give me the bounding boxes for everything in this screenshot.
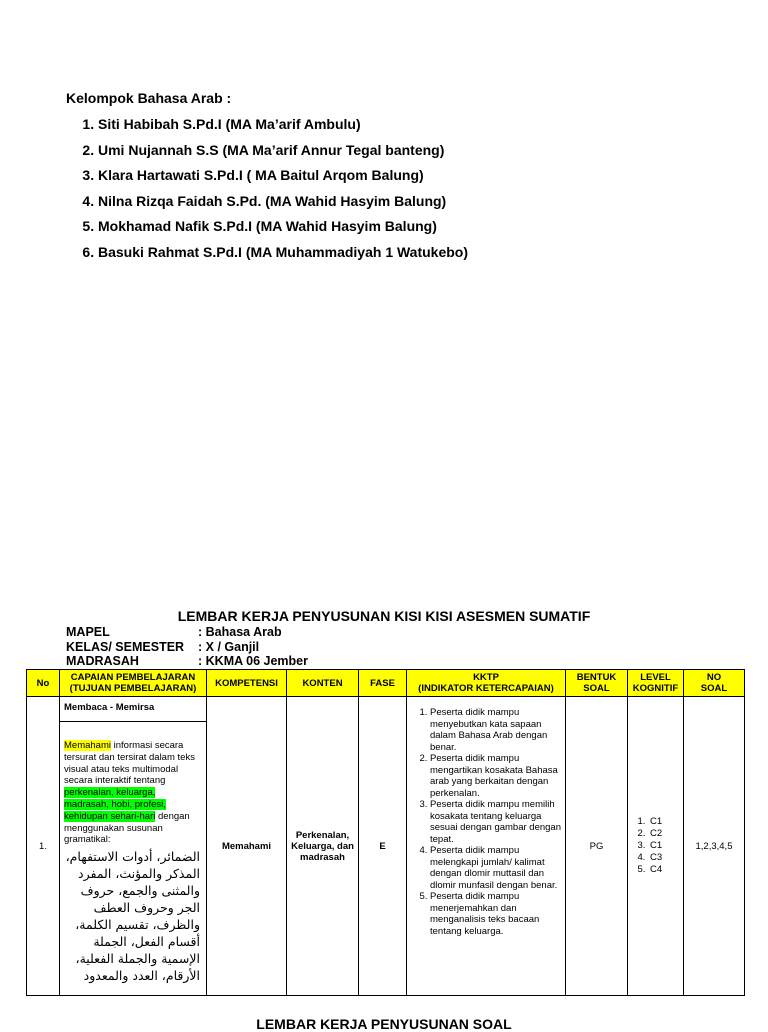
kktp-item: 5. Peserta didik mampu menerjemahkan dan menganalisis teks bacaan tentang keluarga. xyxy=(430,891,562,937)
meta-label: MAPEL xyxy=(66,625,110,639)
member-item: 1. Siti Habibah S.Pd.I (MA Ma’arif Ambulu) xyxy=(98,112,468,138)
header-kompetensi: KOMPETENSI xyxy=(207,670,287,697)
kktp-item: 2. Peserta didik mampu mengartikan kosakata Bahasa arab yang berkaitan dengan perkenalan. xyxy=(430,753,562,799)
highlight-memahami: Memahami xyxy=(64,740,111,751)
worksheet-meta xyxy=(66,625,308,669)
worksheet-title: LEMBAR KERJA PENYUSUNAN KISI KISI ASESMEN SUMATIF xyxy=(177,608,591,624)
level-item: 3. C1 xyxy=(648,840,680,852)
cell-bentuk-soal: PG xyxy=(566,697,628,996)
header-konten: KONTEN xyxy=(287,670,359,697)
member-list xyxy=(66,112,468,265)
meta-row-madrasah xyxy=(66,654,308,669)
level-item: 1. C1 xyxy=(648,816,680,828)
header-kktp: KKTP (INDIKATOR KETERCAPAIAN) xyxy=(407,670,566,697)
next-section-title: LEMBAR KERJA PENYUSUNAN SOAL xyxy=(256,1016,512,1032)
arabic-grammar-list: الضمائر، أدوات الاستفهام، المذكر والمؤنث، المفرد والمثنى والجمع، حروف الجر وحروف العطف والظرف، تقسيم الكلمة، أقسام الفعل، الجملة الإسمية والجملة الفعلية، الأرقام، العدد والمعدود xyxy=(65,849,200,984)
header-no: No xyxy=(27,670,60,697)
member-item: 5. Mokhamad Nafik S.Pd.I (MA Wahid Hasyim Balung) xyxy=(98,214,468,240)
header-bentuk-soal: BENTUK SOAL xyxy=(566,670,628,697)
cell-no: 1. xyxy=(27,697,60,996)
header-no-soal: NO SOAL xyxy=(684,670,745,697)
highlight-topics: perkenalan, keluarga, madrasah, hobi, profesi, kehidupan sehari-hari xyxy=(64,787,166,822)
meta-value: : Bahasa Arab xyxy=(198,625,282,639)
member-item: 6. Basuki Rahmat S.Pd.I (MA Muhammadiyah 1 Watukebo) xyxy=(98,240,468,266)
cp-subheader: Membaca - Memirsa xyxy=(60,697,206,722)
kktp-item: 3. Peserta didik mampu memilih kosakata tentang keluarga sesuai dengan gambar dengan tepat. xyxy=(430,799,562,845)
level-item: 4. C3 xyxy=(648,852,680,864)
cell-fase: E xyxy=(359,697,407,996)
table-row xyxy=(27,697,745,996)
meta-row-mapel xyxy=(66,625,308,640)
member-item: 4. Nilna Rizqa Faidah S.Pd. (MA Wahid Hasyim Balung) xyxy=(98,189,468,215)
meta-row-kelas xyxy=(66,640,308,655)
cell-level-kognitif xyxy=(628,697,684,996)
kktp-item: 4. Peserta didik mampu melengkapi jumlah/ kalimat dengan dlomir muttasil dan dlomir munfasil dengan benar. xyxy=(430,845,562,891)
meta-label: KELAS/ SEMESTER xyxy=(66,639,185,654)
cell-kompetensi: Memahami xyxy=(207,697,287,996)
table-header-row xyxy=(27,670,745,697)
level-item: 2. C2 xyxy=(648,828,680,840)
member-item: 3. Klara Hartawati S.Pd.I ( MA Baitul Arqom Balung) xyxy=(98,163,468,189)
level-list xyxy=(631,816,680,876)
cell-no-soal: 1,2,3,4,5 xyxy=(684,697,745,996)
level-item: 5. C4 xyxy=(648,864,680,876)
header-fase: FASE xyxy=(359,670,407,697)
cell-kktp xyxy=(407,697,566,996)
header-capaian: CAPAIAN PEMBELAJARAN (TUJUAN PEMBELAJARAN) xyxy=(60,670,207,697)
cell-konten: Perkenalan, Keluarga, dan madrasah xyxy=(287,697,359,996)
meta-value: : KKMA 06 Jember xyxy=(198,654,308,668)
meta-label: MADRASAH xyxy=(66,654,139,668)
member-item: 2. Umi Nujannah S.S (MA Ma’arif Annur Tegal banteng) xyxy=(98,138,468,164)
kktp-item: 1. Peserta didik mampu menyebutkan kata sapaan dalam Bahasa Arab dengan benar. xyxy=(430,707,562,753)
kisi-kisi-table xyxy=(26,669,745,996)
group-section xyxy=(66,90,468,265)
kktp-list xyxy=(410,707,562,937)
cp-body: Memahami informasi secara tersurat dan tersirat dalam teks visual atau teks multimodal secara interaktif tentang perkenalan, keluarga, madrasah, hobi, profesi, kehidupan sehari-hari dengan menggunakan susunan gramatikal: الضمائر، أدوات الاستفهام، المذكر والمؤنث، المفرد والمثنى والجمع، حروف الجر وحروف العطف والظرف، تقسيم الكلمة، أقسام الفعل، الجملة الإسمية والجملة الفعلية، الأرقام، العدد والمعدود xyxy=(64,740,200,984)
meta-value: : X / Ganjil xyxy=(198,639,260,654)
cell-capaian xyxy=(60,697,207,996)
header-level-kognitif: LEVEL KOGNITIF xyxy=(628,670,684,697)
group-title: Kelompok Bahasa Arab : xyxy=(66,90,232,106)
